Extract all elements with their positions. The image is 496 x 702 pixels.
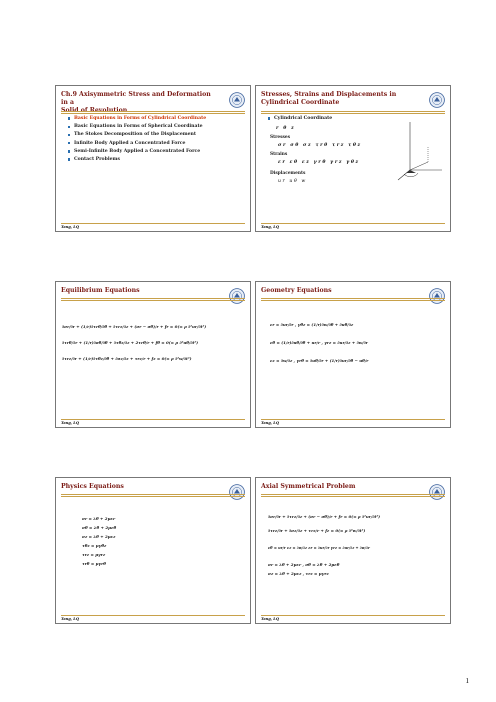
slide-1 [55,85,251,232]
axisym-strains: εθ = ur/r εz = ∂w/∂z εr = ∂ur/∂r γrz = ∂ur/∂z + ∂w/∂r [268,546,370,550]
slide-footer: Tang, LQ [261,225,279,229]
slide-3 [55,281,251,428]
university-seal-icon [429,92,445,108]
page-number: 1 [465,677,469,685]
toc-item[interactable]: Basic Equations in Forms of Cylindrical Coordinate [68,116,244,121]
axisym-stress-1: σr = λθ + 2μεr , σθ = λθ + 2μεθ [268,562,340,567]
strain-symbols: εr εθ εz γrθ γrz γθz [278,160,360,165]
section-list [268,116,332,124]
cylindrical-axes-diagram [394,118,446,184]
axisym-eq-r: ∂σr/∂r + ∂τrz/∂z + (σr − σθ)/r + fr = 0(= ρ ∂²ur/∂t²) [268,514,380,519]
university-seal-icon [429,484,445,500]
physics-eq-2: σθ = λθ + 2μεθ [82,525,117,530]
slide-footer: Tang, LQ [61,617,79,621]
slide-title: Geometry Equations [261,287,332,294]
university-seal-icon [229,288,245,304]
physics-eq-6: τrθ = μγrθ [82,561,106,566]
slide-title: Stresses, Strains and Displacements in Cylindrical Coordinate [261,91,397,106]
cylindrical-coordinate-item: Cylindrical Coordinate [268,116,332,121]
university-seal-icon [429,288,445,304]
equilibrium-eq-z: ∂τrz/∂r + (1/r)∂τθz/∂θ + ∂σz/∂z + τrz/r + fz = 0(= ρ ∂²w/∂t²) [62,356,192,361]
slide-title: Physics Equations [61,483,124,490]
toc-list [68,116,244,165]
geometry-eq-1: εr = ∂ur/∂r , γθz = (1/r)∂w/∂θ + ∂uθ/∂z [270,322,354,327]
axisym-stress-2: σz = λθ + 2μεz , τrz = μγrz [268,571,329,576]
coordinate-symbols: r θ z [276,126,296,131]
slide-footer: Tang, LQ [61,421,79,425]
slide-2 [255,85,451,232]
toc-item[interactable]: Contact Problems [68,157,244,162]
physics-eq-4: τθz = μγθz [82,543,107,548]
toc-item[interactable]: Semi-Infinite Body Applied a Concentrated Force [68,149,244,154]
displacements-label: Displacements [270,171,306,176]
stresses-label: Stresses [270,135,291,140]
equilibrium-eq-r: ∂σr/∂r + (1/r)∂τrθ/∂θ + ∂τrz/∂z + (σr − σθ)/r + fr = 0(= ρ ∂²ur/∂t²) [62,324,207,329]
slide-footer: Tang, LQ [61,225,79,229]
slide-title: Axial Symmetrical Problem [261,483,356,490]
equilibrium-eq-theta: ∂τrθ/∂r + (1/r)∂σθ/∂θ + ∂τθz/∂z + 2τrθ/r + fθ = 0(= ρ ∂²uθ/∂t²) [62,340,199,345]
stress-symbols: σr σθ σz τrθ τrz τθz [278,143,362,148]
geometry-eq-3: εz = ∂w/∂z , γrθ = ∂uθ/∂r + (1/r)∂ur/∂θ − uθ/r [270,358,369,363]
slide-6 [255,477,451,624]
university-seal-icon [229,484,245,500]
slide-title: Ch.9 Axisymmetric Stress and Deformation in a Solid of Revolution [61,91,211,114]
toc-item[interactable]: The Stokes Decomposition of the Displacement [68,132,244,137]
slide-footer: Tang, LQ [261,617,279,621]
axisym-eq-z: ∂τrz/∂r + ∂σz/∂z + τrz/r + fz = 0(= ρ ∂²w/∂t²) [268,528,366,533]
strains-label: Strains [270,152,288,157]
physics-eq-1: σr = λθ + 2μεr [82,516,116,521]
slide-footer: Tang, LQ [261,421,279,425]
displacement-symbols: ur uθ w [278,179,307,184]
slide-title: Equilibrium Equations [61,287,140,294]
slide-5 [55,477,251,624]
toc-item[interactable]: Basic Equations in Forms of Spherical Coordinate [68,124,244,129]
slide-4 [255,281,451,428]
toc-item[interactable]: Infinite Body Applied a Concentrated Force [68,141,244,146]
geometry-eq-2: εθ = (1/r)∂uθ/∂θ + ur/r , γrz = ∂ur/∂z + ∂w/∂r [270,340,368,345]
university-seal-icon [229,92,245,108]
physics-eq-5: τrz = μγrz [82,552,106,557]
physics-eq-3: σz = λθ + 2μεz [82,534,116,539]
